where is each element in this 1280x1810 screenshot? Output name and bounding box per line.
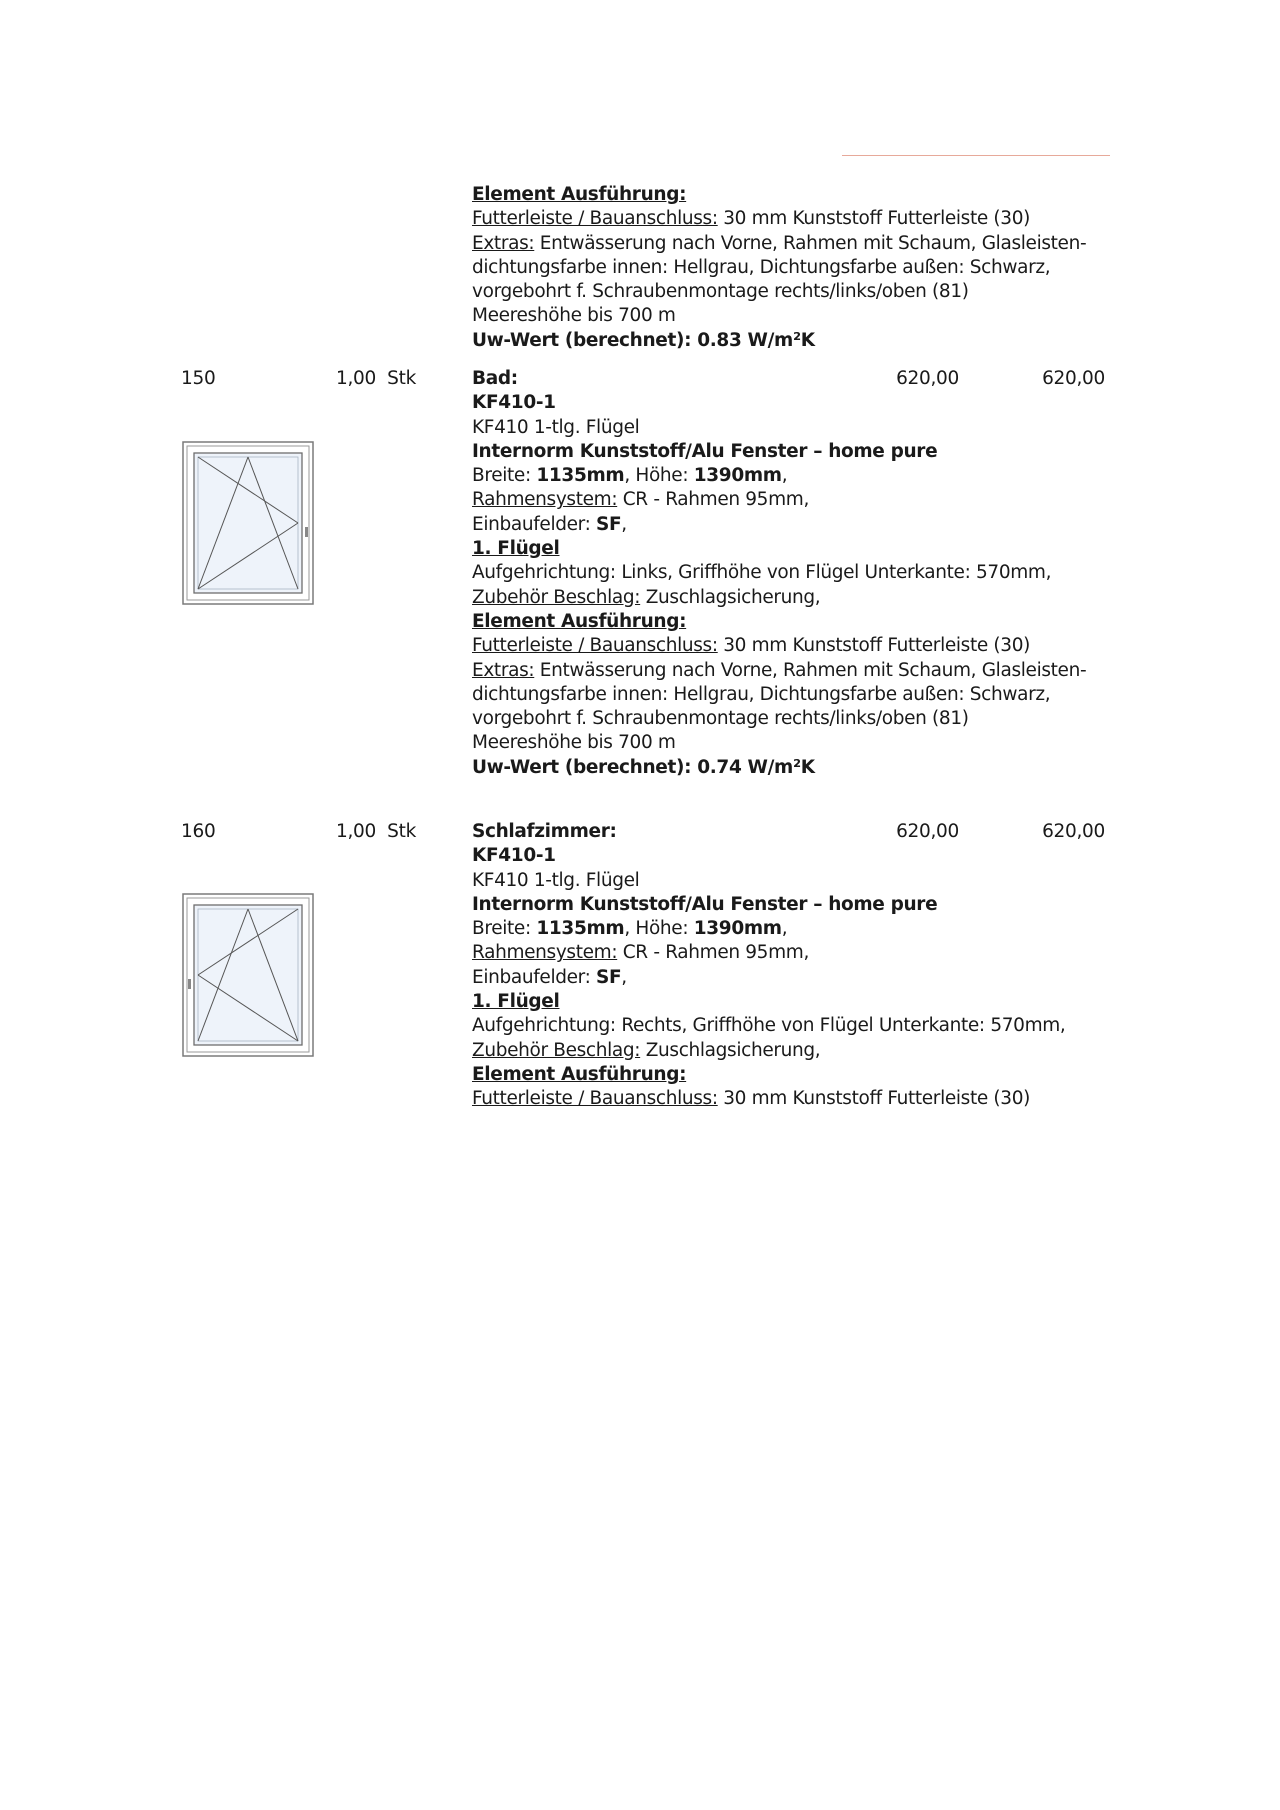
height-value: 1390mm xyxy=(693,918,782,940)
total-price: 620,00 xyxy=(1042,368,1105,389)
position-number: 160 xyxy=(181,821,216,842)
uw-value: Uw-Wert (berechnet): 0.74 W/m²K xyxy=(472,756,815,778)
extras-line: Extras: Entwässerung nach Vorne, Rahmen mit Schaum, Glasleisten- xyxy=(472,659,1087,681)
quantity: 1,00 Stk xyxy=(336,821,416,842)
extras-line-3: vorgebohrt f. Schraubenmontage rechts/links/oben (81) xyxy=(472,708,969,730)
element-heading: Element Ausführung: xyxy=(472,184,687,205)
extras-line-2: dichtungsfarbe innen: Hellgrau, Dichtungsfarbe außen: Schwarz, xyxy=(472,256,1051,278)
position-description xyxy=(472,820,1112,1112)
room-name: Bad: xyxy=(472,368,518,389)
position-number: 150 xyxy=(181,368,216,389)
unit: Stk xyxy=(387,821,416,842)
width-value: 1135mm xyxy=(536,465,625,487)
opening-direction: Aufgehrichtung: Links, Griffhöhe von Flügel Unterkante: 570mm, xyxy=(472,562,1052,584)
extras-label: Extras: xyxy=(472,232,535,254)
altitude-text: Meereshöhe bis 700 m xyxy=(472,305,676,327)
quantity: 1,00 Stk xyxy=(336,368,416,389)
article-code: KF410-1 xyxy=(472,845,556,867)
extras-value: Entwässerung nach Vorne, Rahmen mit Schaum, Glasleisten- xyxy=(534,232,1087,254)
room-name: Schlafzimmer: xyxy=(472,821,617,842)
install-fields-line: Einbaufelder: SF, xyxy=(472,966,627,988)
article-code: KF410-1 xyxy=(472,392,556,414)
frame-system-line: Rahmensystem: CR - Rahmen 95mm, xyxy=(472,489,809,511)
hardware-line: Zubehör Beschlag: Zuschlagsicherung, xyxy=(472,586,821,608)
height-value: 1390mm xyxy=(693,465,782,487)
dimensions-line: Breite: 1135mm, Höhe: 1390mm, xyxy=(472,918,788,940)
altitude-text: Meereshöhe bis 700 m xyxy=(472,732,676,754)
window-left-tilt-turn-drawing xyxy=(182,441,314,605)
unit-price: 620,00 xyxy=(896,821,959,842)
frame-system-line: Rahmensystem: CR - Rahmen 95mm, xyxy=(472,942,809,964)
install-fields-line: Einbaufelder: SF, xyxy=(472,513,627,535)
element-heading: Element Ausführung: xyxy=(472,1063,687,1085)
futter-line: Futterleiste / Bauanschluss: 30 mm Kunststoff Futterleiste (30) xyxy=(472,1088,1031,1110)
uw-value: Uw-Wert (berechnet): 0.83 W/m²K xyxy=(472,329,815,351)
futter-line: Futterleiste / Bauanschluss: 30 mm Kunststoff Futterleiste (30) xyxy=(472,635,1031,657)
element-heading: Element Ausführung: xyxy=(472,610,687,632)
sash-heading: 1. Flügel xyxy=(472,538,560,560)
opening-direction: Aufgehrichtung: Rechts, Griffhöhe von Flügel Unterkante: 570mm, xyxy=(472,1015,1066,1037)
extras-line-3: vorgebohrt f. Schraubenmontage rechts/links/oben (81) xyxy=(472,281,969,303)
header-rule xyxy=(842,155,1110,156)
article-subtitle: KF410 1-tlg. Flügel xyxy=(472,416,640,438)
product-name: Internorm Kunststoff/Alu Fenster – home pure xyxy=(472,440,938,462)
futter-value: 30 mm Kunststoff Futterleiste (30) xyxy=(717,208,1031,230)
article-subtitle: KF410 1-tlg. Flügel xyxy=(472,869,640,891)
continued-description xyxy=(472,183,1112,353)
position-description xyxy=(472,367,1112,780)
width-value: 1135mm xyxy=(536,918,625,940)
hardware-line: Zubehör Beschlag: Zuschlagsicherung, xyxy=(472,1039,821,1061)
unit-price: 620,00 xyxy=(896,368,959,389)
product-name: Internorm Kunststoff/Alu Fenster – home pure xyxy=(472,893,938,915)
extras-line-2: dichtungsfarbe innen: Hellgrau, Dichtungsfarbe außen: Schwarz, xyxy=(472,683,1051,705)
dimensions-line: Breite: 1135mm, Höhe: 1390mm, xyxy=(472,465,788,487)
unit: Stk xyxy=(387,368,416,389)
total-price: 620,00 xyxy=(1042,821,1105,842)
futter-label: Futterleiste / Bauanschluss: xyxy=(472,208,718,230)
sash-heading: 1. Flügel xyxy=(472,991,560,1013)
window-right-tilt-turn-drawing xyxy=(182,893,314,1057)
